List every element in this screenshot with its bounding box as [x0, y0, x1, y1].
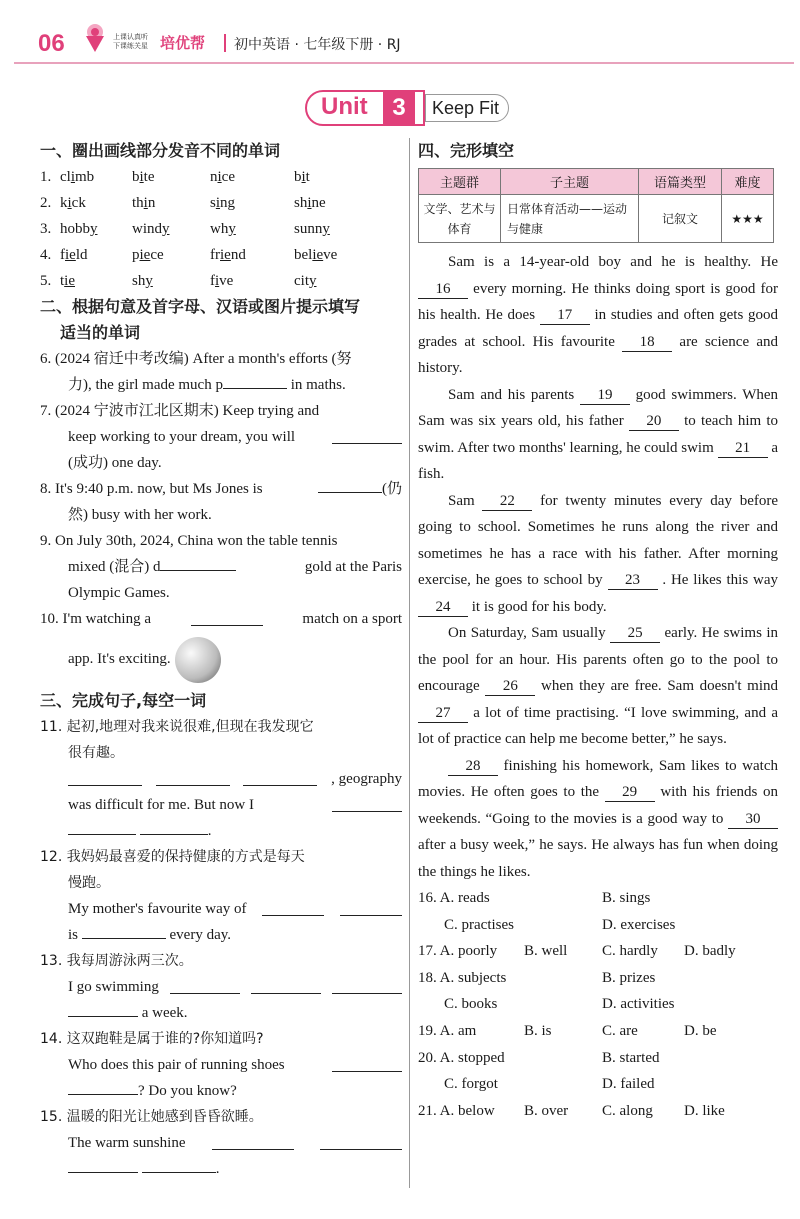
answer-option[interactable]: D. be: [684, 1022, 717, 1039]
unit-name: Keep Fit: [425, 94, 509, 122]
table-cell: 日常体育活动——运动与健康: [501, 195, 639, 243]
pronunciation-list: [40, 164, 402, 294]
answer-blank[interactable]: [262, 902, 324, 916]
answer-option[interactable]: D. like: [684, 1102, 725, 1119]
answer-option[interactable]: C. books: [444, 996, 498, 1013]
cloze-blank[interactable]: 23: [608, 571, 658, 590]
answer-option[interactable]: 18. A. subjects: [418, 969, 507, 986]
answer-option[interactable]: B. sings: [602, 890, 651, 906]
item-number: 4.: [40, 247, 52, 263]
options-list: [418, 885, 778, 1124]
table-header: 语篇类型: [639, 169, 722, 195]
passage-paragraph: Sam 22 for twenty minutes every day before going to school. Sometimes he runs along the river and sometimes he has a race with his father. After morning exercise, he goes to school by 23 . He likes this way 24 it is good for his body.: [418, 492, 779, 615]
item-number: 2.: [40, 195, 52, 211]
answer-blank[interactable]: [318, 479, 382, 493]
page-header: [0, 0, 800, 64]
option-row: [418, 912, 778, 939]
option-row: [418, 1071, 778, 1098]
item-number: 1.: [40, 169, 52, 185]
answer-blank[interactable]: [68, 1159, 138, 1173]
word-option[interactable]: windy: [132, 221, 170, 237]
table-cell: 记叙文: [639, 195, 722, 243]
answer-blank[interactable]: [68, 1003, 138, 1017]
question-6: 6. (2024 宿迁中考改编) After a month's efforts (努 力), the girl made much p in maths.: [40, 351, 352, 393]
header-rule: [14, 62, 794, 64]
answer-option[interactable]: B. prizes: [602, 969, 656, 986]
answer-blank[interactable]: [212, 1136, 294, 1150]
cloze-blank[interactable]: 28: [448, 757, 498, 776]
question-13: 13. 我每周游泳两三次。 I go swimming a week.: [40, 948, 402, 1026]
answer-option[interactable]: B. started: [602, 1049, 660, 1066]
option-row: [418, 938, 778, 965]
cloze-blank[interactable]: 17: [540, 306, 590, 325]
table-header: 主题群: [419, 169, 501, 195]
word-option[interactable]: sunny: [294, 221, 330, 237]
list-item: [40, 242, 402, 268]
option-row: [418, 965, 778, 992]
cloze-blank[interactable]: 20: [629, 412, 679, 431]
cloze-passage: [418, 249, 778, 885]
word-option[interactable]: sing: [210, 195, 236, 211]
unit-number: 3: [383, 90, 415, 126]
answer-blank[interactable]: [332, 798, 402, 812]
list-item: [40, 190, 402, 216]
cloze-blank[interactable]: 29: [605, 783, 655, 802]
word-option[interactable]: city: [294, 273, 317, 289]
section-3-title: 三、完成句子,每空一词: [40, 691, 207, 710]
question-9: 9. On July 30th, 2024, China won the table tennis mixed (混合) d gold at the Paris Olympic Games.: [40, 533, 402, 601]
volleyball-icon: [175, 637, 221, 683]
word-option[interactable]: nice: [210, 169, 235, 185]
answer-blank[interactable]: [160, 557, 236, 571]
question-15: 15. 温暖的阳光让她感到昏昏欲睡。 The warm sunshine .: [40, 1104, 402, 1182]
answer-option[interactable]: D. failed: [602, 1076, 655, 1093]
answer-option[interactable]: C. are: [602, 1022, 638, 1039]
cloze-blank[interactable]: 16: [418, 280, 468, 299]
answer-blank[interactable]: [332, 430, 402, 444]
list-item: [40, 164, 402, 190]
answer-blank[interactable]: [68, 772, 142, 786]
word-option[interactable]: tie: [60, 273, 75, 289]
answer-option[interactable]: D. badly: [684, 943, 736, 960]
answer-blank[interactable]: [68, 821, 136, 835]
question-10: 10. I'm watching a match on a sport app. It's exciting.: [40, 606, 402, 686]
word-option[interactable]: field: [60, 247, 88, 263]
passage-paragraph: Sam is a 14-year-old boy and he is healthy. He 16 every morning. He thinks doing sport is good for his health. He does 17 in studies and often gets good grades at school. His favourite 18 are science and history.: [418, 254, 779, 376]
question-12: 12. 我妈妈最喜爱的保持健康的方式是每天 慢跑。 My mother's favourite way of is every day.: [40, 844, 402, 948]
column-divider: [409, 138, 410, 1188]
question-7: 7. (2024 宁波市江北区期末) Keep trying and keep working to your dream, you will (成功) one day.: [40, 398, 402, 476]
page-number: 06: [38, 30, 65, 57]
slogan: 上课认真听 下课练关星: [113, 33, 148, 50]
word-option[interactable]: bite: [132, 169, 155, 185]
answer-blank[interactable]: [332, 1058, 402, 1072]
list-item: [40, 216, 402, 242]
option-row: [418, 1045, 778, 1072]
cloze-blank[interactable]: 30: [728, 810, 778, 829]
answer-blank[interactable]: [140, 821, 208, 835]
answer-blank[interactable]: [170, 980, 240, 994]
word-option[interactable]: shy: [132, 273, 153, 289]
cloze-blank[interactable]: 25: [610, 624, 660, 643]
word-option[interactable]: hobby: [60, 221, 98, 237]
cloze-blank[interactable]: 26: [485, 677, 535, 696]
word-option[interactable]: bit: [294, 169, 310, 185]
answer-option[interactable]: 19. A. am: [418, 1022, 477, 1039]
answer-option[interactable]: B. is: [524, 1022, 552, 1039]
unit-title-badge: [305, 90, 510, 126]
difficulty-stars: ★★★: [721, 195, 773, 243]
word-option[interactable]: believe: [294, 247, 338, 263]
answer-option[interactable]: 21. A. below: [418, 1102, 495, 1119]
word-option[interactable]: kick: [60, 195, 86, 211]
right-column: [418, 138, 778, 1124]
table-header: 难度: [721, 169, 773, 195]
option-row: [418, 991, 778, 1018]
answer-option[interactable]: C. practises: [444, 916, 514, 933]
answer-blank[interactable]: [191, 612, 263, 626]
section-4-title: 四、完形填空: [418, 141, 515, 160]
passage-paragraph: Sam and his parents 19 good swimmers. When Sam was six years old, his father 20 to teach him to swim. After two months' learning, he could swim 21 a fish.: [418, 386, 779, 482]
table-header: 子主题: [501, 169, 639, 195]
mascot-logo-icon: [80, 22, 110, 54]
answer-option[interactable]: C. forgot: [444, 1076, 498, 1093]
brand-name: 培优帮: [160, 34, 206, 52]
answer-option[interactable]: D. activities: [602, 996, 675, 1013]
header-divider: [224, 34, 226, 52]
answer-option[interactable]: 20. A. stopped: [418, 1049, 505, 1066]
answer-blank[interactable]: [340, 902, 402, 916]
answer-blank[interactable]: [142, 1159, 216, 1173]
answer-option[interactable]: C. along: [602, 1102, 653, 1119]
cloze-blank[interactable]: 21: [718, 439, 768, 458]
passage-info-table: [418, 168, 774, 243]
word-option[interactable]: five: [210, 273, 234, 289]
section-2-title: 二、根据句意及首字母、汉语或图片提示填写 适当的单词: [40, 297, 361, 342]
answer-blank[interactable]: [68, 1081, 138, 1095]
unit-word: Unit: [321, 93, 368, 120]
answer-option[interactable]: C. hardly: [602, 943, 658, 960]
option-row: [418, 1098, 778, 1125]
answer-option[interactable]: 16. A. reads: [418, 890, 490, 906]
word-option[interactable]: climb: [60, 169, 95, 185]
cloze-blank[interactable]: 27: [418, 704, 468, 723]
answer-blank[interactable]: [251, 980, 321, 994]
answer-option[interactable]: B. well: [524, 943, 568, 960]
book-subject: 初中英语 · 七年级下册 · RJ: [234, 37, 401, 53]
section-1-title: 一、圈出画线部分发音不同的单词: [40, 141, 281, 160]
question-14: 14. 这双跑鞋是属于谁的?你知道吗? Who does this pair of running shoes ? Do you know?: [40, 1026, 402, 1104]
answer-blank[interactable]: [320, 1136, 402, 1150]
passage-paragraph: 28 finishing his homework, Sam likes to watch movies. He often goes to the 29 with his friends on weekends. “Going to the movies is a good way to 30 after a busy week,” he says. He always has fun when doing the things he likes.: [418, 757, 779, 880]
cloze-blank[interactable]: 22: [482, 492, 532, 511]
word-option[interactable]: shine: [294, 195, 326, 211]
question-11: 11. 起初,地理对我来说很难,但现在我发现它 很有趣。 , geography was difficult for me. But now I .: [40, 719, 402, 839]
cloze-blank[interactable]: 24: [418, 598, 468, 617]
answer-option[interactable]: 17. A. poorly: [418, 943, 498, 960]
cloze-blank[interactable]: 18: [622, 333, 672, 352]
cloze-blank[interactable]: 19: [580, 386, 630, 405]
item-number: 3.: [40, 221, 52, 237]
word-option[interactable]: thin: [132, 195, 156, 211]
word-option[interactable]: friend: [210, 247, 246, 263]
answer-blank[interactable]: [332, 980, 402, 994]
answer-option[interactable]: D. exercises: [602, 916, 676, 933]
answer-blank[interactable]: [156, 772, 230, 786]
left-column: [40, 138, 402, 1182]
passage-paragraph: On Saturday, Sam usually 25 early. He swims in the pool for an hour. His parents often go to the pool to encourage 26 when they are free. Sam doesn't mind 27 a lot of time practising. “I love swimming, and a lot of practice can help me become better,” he says.: [418, 625, 779, 747]
option-row: [418, 885, 778, 912]
answer-option[interactable]: B. over: [524, 1102, 569, 1119]
answer-blank[interactable]: [243, 772, 317, 786]
word-option[interactable]: piece: [132, 247, 164, 263]
answer-blank[interactable]: [223, 375, 287, 389]
word-option[interactable]: why: [210, 221, 236, 237]
table-cell: 文学、艺术与体育: [419, 195, 501, 243]
question-8: 8. It's 9:40 p.m. now, but Ms Jones is (仍 然) busy with her work.: [40, 481, 402, 523]
answer-blank[interactable]: [82, 925, 166, 939]
option-row: [418, 1018, 778, 1045]
list-item: [40, 268, 402, 294]
item-number: 5.: [40, 273, 52, 289]
